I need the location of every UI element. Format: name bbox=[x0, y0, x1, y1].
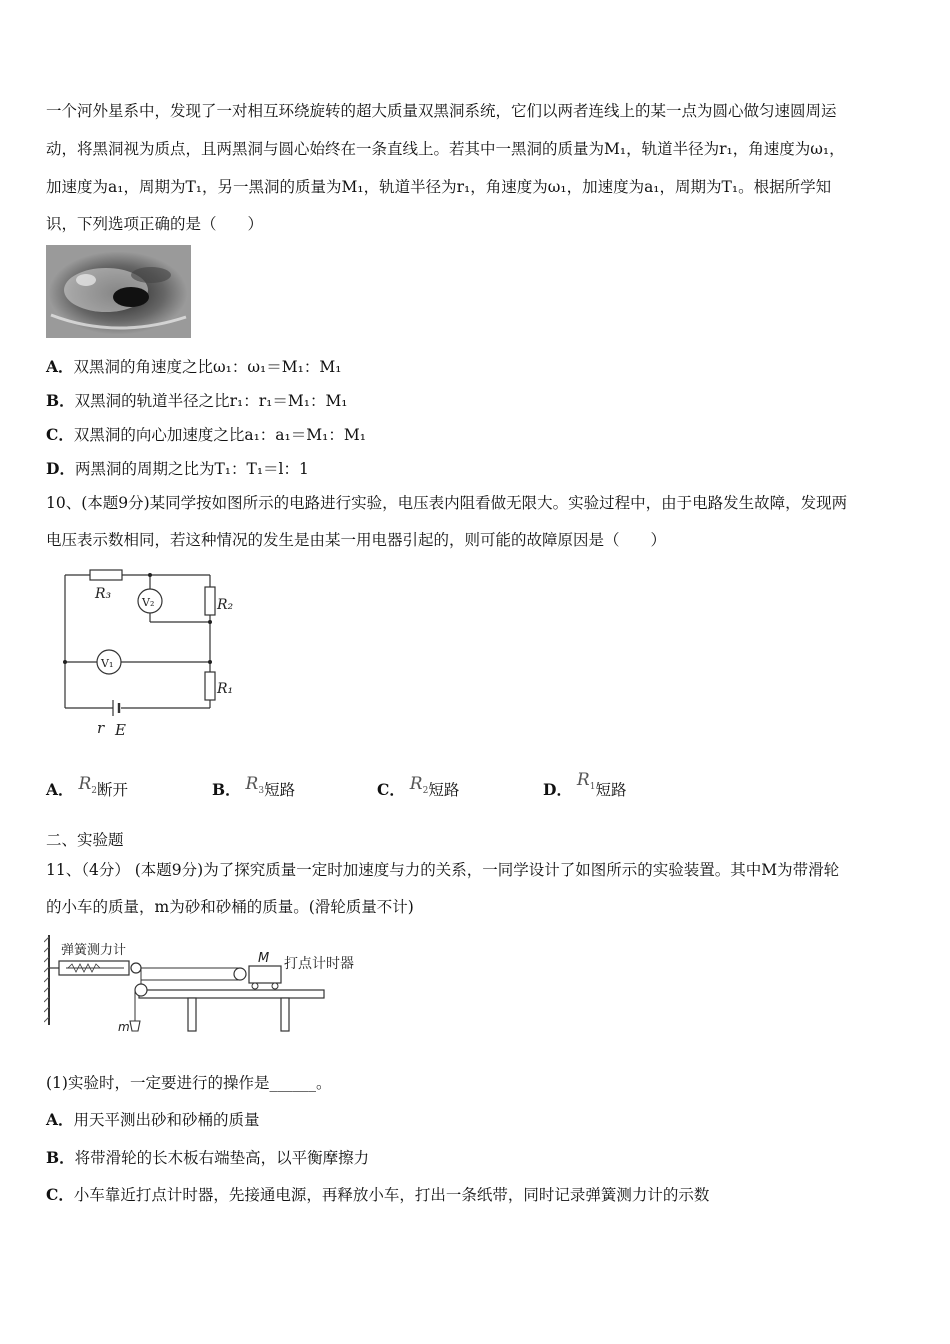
label-v2: V₂ bbox=[142, 596, 155, 609]
label-r1: R₁ bbox=[217, 681, 234, 697]
label-r-internal: r bbox=[97, 719, 105, 737]
q10-option-a: A． $R_2$断开 bbox=[46, 774, 129, 799]
q9-line-1: 一个河外星系中，发现了一对相互环绕旋转的超大质量双黑洞系统，它们以两者连线上的某一点为圆心做匀速圆周运 bbox=[46, 102, 837, 120]
q9-option-b: B．双黑洞的轨道半径之比r₁：r₁＝M₁：M₁ bbox=[46, 391, 348, 410]
label-sand-mass: m bbox=[118, 1020, 130, 1034]
label-v1: V₁ bbox=[101, 657, 114, 670]
q10-line-1: 10、(本题9分)某同学按如图所示的电路进行实验，电压表内阻看做无限大。实验过程中，由于电路发生故障，发现两 bbox=[46, 494, 848, 512]
q10-option-b: B． $R_3$短路 bbox=[212, 774, 296, 799]
q11-sub1: (1)实验时，一定要进行的操作是______。 bbox=[46, 1074, 332, 1092]
label-r2: R₂ bbox=[217, 597, 234, 613]
q9-option-a: A．双黑洞的角速度之比ω₁：ω₁＝M₁：M₁ bbox=[46, 357, 342, 376]
label-cart-mass: M bbox=[258, 951, 270, 966]
circuit-diagram bbox=[55, 560, 255, 745]
q9-line-4: 识，下列选项正确的是（ ） bbox=[46, 215, 264, 233]
label-emf: E bbox=[115, 721, 126, 739]
q10-option-d: D． $R_1$短路 bbox=[543, 770, 627, 799]
label-spring-balance: 弹簧测力计 bbox=[61, 943, 127, 958]
q9-line-2: 动，将黑洞视为质点，且两黑洞与圆心始终在一条直线上。若其中一黑洞的质量为M₁，轨道半径为r₁，角速度为ω₁， bbox=[46, 140, 845, 158]
q9-line-3: 加速度为a₁，周期为T₁，另一黑洞的质量为M₁，轨道半径为r₁，角速度为ω₁，加速度为a₁，周期为T₁。根据所学知 bbox=[46, 178, 832, 196]
q11-line-1: 11、（4分） (本题9分)为了探究质量一定时加速度与力的关系，一同学设计了如图所示的实验装置。其中M为带滑轮 bbox=[46, 861, 840, 879]
q10-option-c: C． $R_2$短路 bbox=[377, 774, 460, 799]
label-r3: R₃ bbox=[95, 586, 112, 602]
q10-line-2: 电压表示数相同，若这种情况的发生是由某一用电器引起的，则可能的故障原因是（ ） bbox=[46, 531, 667, 549]
q9-option-d: D．两黑洞的周期之比为T₁：T₁＝l：1 bbox=[46, 459, 309, 478]
q11-option-a: A．用天平测出砂和砂桶的质量 bbox=[46, 1110, 260, 1129]
q9-option-c: C．双黑洞的向心加速度之比a₁：a₁＝M₁：M₁ bbox=[46, 425, 366, 444]
label-timer: 打点计时器 bbox=[284, 956, 354, 972]
q11-option-c: C．小车靠近打点计时器，先接通电源，再释放小车，打出一条纸带，同时记录弹簧测力计的示数 bbox=[46, 1185, 710, 1204]
section-title: 二、实验题 bbox=[46, 831, 124, 849]
black-hole-photo bbox=[46, 245, 191, 338]
apparatus-diagram bbox=[44, 930, 374, 1045]
q11-option-b: B．将带滑轮的长木板右端垫高，以平衡摩擦力 bbox=[46, 1148, 370, 1167]
q11-line-2: 的小车的质量，m为砂和砂桶的质量。(滑轮质量不计) bbox=[46, 898, 414, 916]
